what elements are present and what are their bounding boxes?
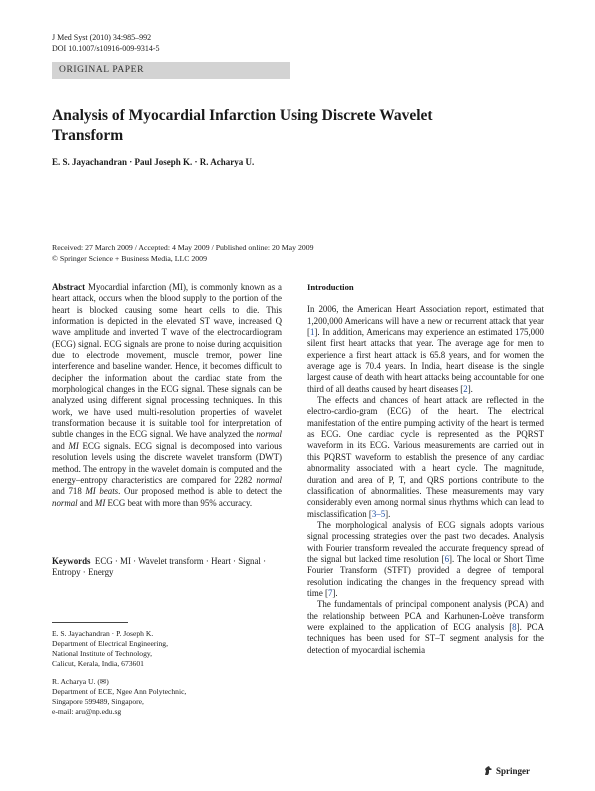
keywords-list: ECG · MI · Wavelet transform · Heart · Signal · Entropy · Energy: [52, 556, 267, 578]
citation-link[interactable]: 2: [463, 383, 468, 394]
citation-link[interactable]: 3–5: [371, 508, 386, 519]
affiliation-1: E. S. Jayachandran · P. Joseph K. Department of Electrical Engineering, National Institute of Technology, Calicut, Kerala, India, 673601: [52, 629, 168, 668]
introduction-column: [307, 282, 544, 656]
paragraph: The effects and chances of heart attack are reflected in the electro-cardio-gram (ECG) of the heart. The electrical manifestation of the entire pumping activity of the heart is termed as ECG. One cardiac cycle is represented as the PQRST waveform in its ECG. Various measurements are carried out in this PQRST waveform to establish the presence of any cardiac abnormality associated with a heart cycle. The magnitude, duration and area of P, T, and QRS portions contribute to the classification of abnormalities. These measurements may vary considerably even among normal sinus rhythms which can lead to misclassification [3–5].: [307, 395, 544, 519]
springer-horse-icon: [483, 765, 494, 776]
affiliation-divider: [52, 622, 128, 623]
abstract-column: [52, 282, 282, 509]
paragraph: The fundamentals of principal component analysis (PCA) and the relationship between PCA and Karhunen-Loève transform were explained to the application of ECG analysis [8]. PCA techniques has been used for ST–T segment analysis for the detection of myocardial ischemia: [307, 599, 544, 655]
publication-dates: [52, 243, 314, 264]
author-list: E. S. Jayachandran · Paul Joseph K. · R. Acharya U.: [52, 157, 255, 167]
article-type-label: ORIGINAL PAPER: [59, 65, 145, 75]
abstract: Abstract Myocardial infarction (MI), is commonly known as a heart attack, occurs when the blood supply to the portion of the heart is blocked causing some heart cells to die. This information is depicted in the elevated ST wave, increased Q wave amplitude and inverted T wave of the electrocardiogram (ECG) signal. ECG signals are prone to noise during acquisition due to electrode movement, muscle tremor, power line interference and baseline wander. Hence, it becomes difficult to decipher the information about the cardiac state from the morphological changes in the ECG signal. These signals can be analyzed using different signal processing techniques. In this work, we have used multi-resolution properties of wavelet transformation because it is suitable tool for interpretation of subtle changes in the ECG signal. We have analyzed the normal and MI ECG signals. ECG signal is decomposed into various resolution levels using the discrete wavelet transform (DWT) method. The entropy in the wavelet domain is computed and the energy–entropy characteristics are compared for 2282 normal and 718 MI beats. Our proposed method is able to detect the normal and MI ECG beat with more than 95% accuracy.: [52, 282, 282, 508]
copyright-notice: © Springer Science + Business Media, LLC 2009: [52, 253, 207, 263]
citation-link[interactable]: 6: [444, 553, 450, 564]
publisher-name: Springer: [496, 766, 531, 776]
keywords: [52, 556, 284, 579]
publisher-logo: [483, 765, 530, 776]
author-email[interactable]: e-mail: aru@np.edu.sg: [52, 707, 122, 716]
paper-title: Analysis of Myocardial Infarction Using Discrete Wavelet Transform: [52, 107, 433, 144]
article-type-banner: [52, 62, 290, 79]
citation-link[interactable]: 1: [309, 327, 315, 338]
journal-issue: J Med Syst (2010) 34:985–992: [52, 33, 152, 42]
received-dates: Received: 27 March 2009 / Accepted: 4 May 2009 / Published online: 20 May 2009: [52, 243, 314, 252]
abstract-label: Abstract: [52, 282, 86, 292]
doi[interactable]: DOI 10.1007/s10916-009-9314-5: [52, 43, 160, 53]
paragraph: In 2006, the American Heart Association report, estimated that 1,200,000 Americans will have a new or recurrent attack that year [1]. In addition, Americans may experience an estimated 175,000 silent first heart attacks that year. The average age for men to experience a first heart attack is 65.8 years, and for women the average age is 70.4 years. In India, heart disease is the single largest cause of death with heart attacks being accountable for one third of all deaths caused by heart diseases [2].: [307, 304, 544, 394]
journal-citation: [52, 33, 160, 54]
keywords-label: Keywords: [52, 556, 91, 566]
paragraph: The morphological analysis of ECG signals adopts various signal processing strategies over the past two decades. Analysis with Fourier transform revealed the accurate frequency spread of the signal but lacked time resolution [6]. The local or Short Time Fourier Transform (STFT) provided a degree of temporal resolution indicating the changes in the frequency spread with time [7].: [307, 519, 544, 598]
section-heading: Introduction: [307, 282, 354, 292]
affiliation-2: R. Acharya U. (✉) Department of ECE, Ngee Ann Polytechnic, Singapore 599489, Singapore, e-mail: aru@np.edu.sg: [52, 677, 282, 717]
citation-link[interactable]: 7: [327, 587, 333, 598]
citation-link[interactable]: 8: [512, 621, 517, 632]
